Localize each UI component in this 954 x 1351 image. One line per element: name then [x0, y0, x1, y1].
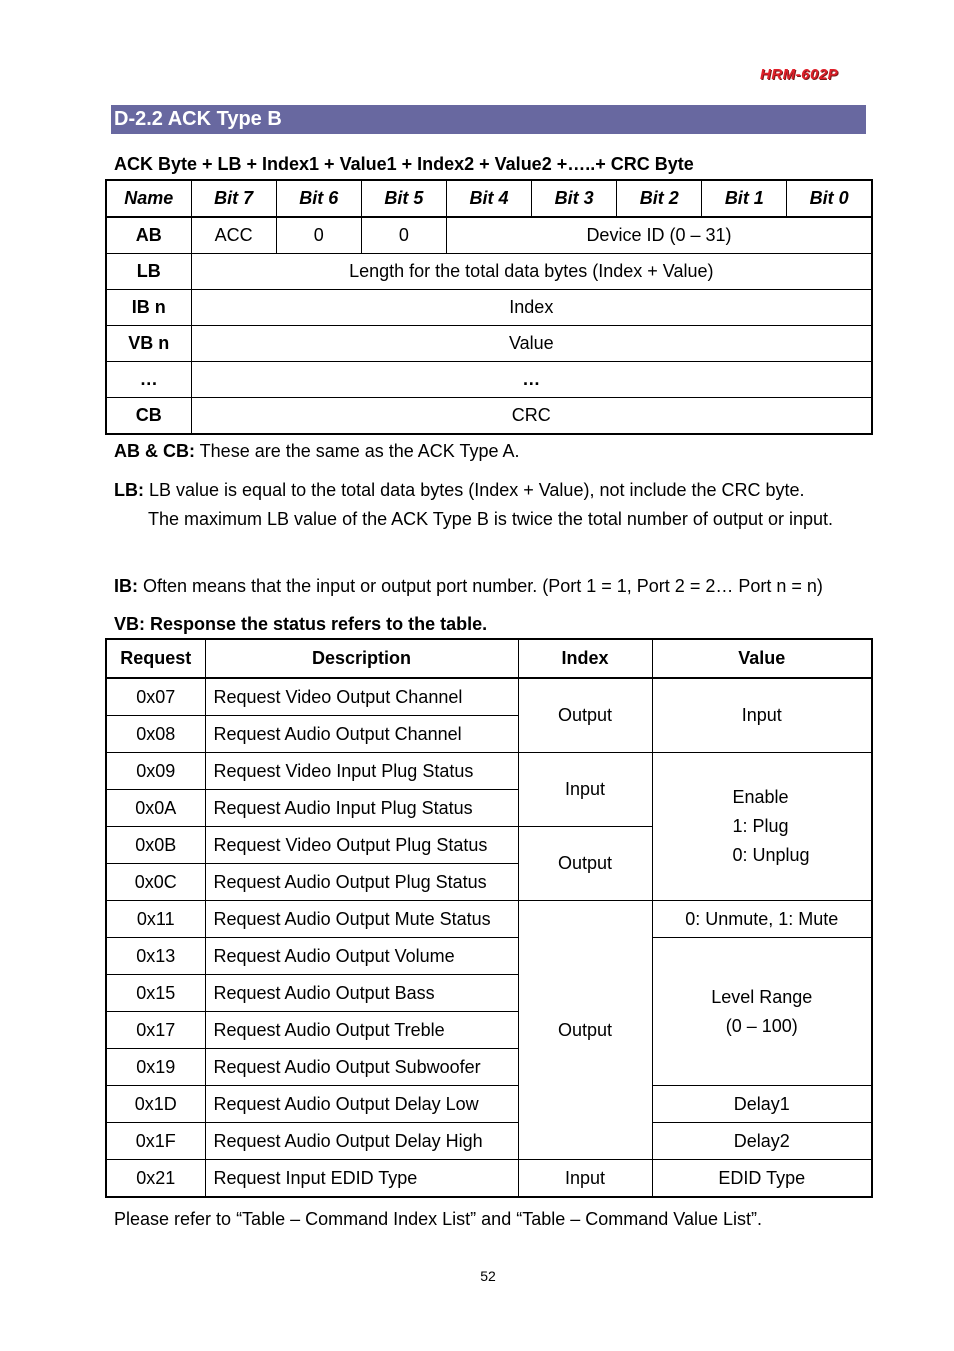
header-cell: Bit 4 [446, 180, 531, 217]
request-code: 0x0A [106, 790, 205, 827]
table-cell: … [191, 362, 872, 398]
request-table-header [106, 639, 872, 678]
request-code: 0x0B [106, 827, 205, 864]
row-name: IB n [106, 290, 191, 326]
ack-format-line: ACK Byte + LB + Index1 + Value1 + Index2 + Value2 +…..+ CRC Byte [114, 154, 694, 174]
note-lb [114, 476, 864, 534]
page-number: 52 [480, 1268, 496, 1284]
request-code: 0x19 [106, 1049, 205, 1086]
note-label: IB: [114, 576, 138, 596]
request-desc: Request Audio Output Delay High [205, 1123, 518, 1160]
request-desc: Request Audio Output Channel [205, 716, 518, 753]
request-code: 0x09 [106, 753, 205, 790]
row-name: CB [106, 398, 191, 435]
value-cell: 0: Unmute, 1: Mute [652, 901, 872, 938]
table-cell: Device ID (0 – 31) [446, 217, 872, 254]
value-line: 0: Unplug [732, 845, 810, 865]
header-cell: Name [106, 180, 191, 217]
row-name: VB n [106, 326, 191, 362]
request-code: 0x07 [106, 678, 205, 716]
value-line: 1: Plug [732, 816, 789, 836]
product-model: HRM-602P [760, 66, 839, 83]
request-status-table [105, 638, 873, 1198]
table-cell: CRC [191, 398, 872, 435]
table-row [106, 217, 872, 254]
index-cell: Output [518, 678, 652, 753]
row-name: LB [106, 254, 191, 290]
value-cell: EDID Type [652, 1160, 872, 1198]
request-code: 0x11 [106, 901, 205, 938]
bit-table-header [106, 180, 872, 217]
request-code: 0x21 [106, 1160, 205, 1198]
note-label: AB & CB: [114, 441, 195, 461]
table-cell: ACC [191, 217, 276, 254]
note-text-continued: The maximum LB value of the ACK Type B is twice the total number of output or input. [148, 509, 834, 529]
table-row [106, 938, 872, 975]
table-row [106, 1086, 872, 1123]
table-row [106, 290, 872, 326]
table-row [106, 1123, 872, 1160]
header-cell: Index [518, 639, 652, 678]
header-cell: Bit 2 [617, 180, 702, 217]
index-cell: Input [518, 753, 652, 827]
value-line: (0 – 100) [725, 1015, 798, 1036]
table-row [106, 901, 872, 938]
value-cell: Input [652, 678, 872, 753]
note-text: These are the same as the ACK Type A. [195, 441, 520, 461]
table-row [106, 678, 872, 716]
note-text: LB value is equal to the total data bytes (Index + Value), not include the CRC byte. [144, 480, 805, 500]
row-name: … [106, 362, 191, 398]
note-text: Often means that the input or output port number. (Port 1 = 1, Port 2 = 2… Port n = n) [138, 576, 823, 596]
request-desc: Request Audio Output Subwoofer [205, 1049, 518, 1086]
request-desc: Request Video Output Channel [205, 678, 518, 716]
index-cell: Output [518, 901, 652, 1160]
request-code: 0x08 [106, 716, 205, 753]
table-cell: Index [191, 290, 872, 326]
table-row [106, 326, 872, 362]
table-row [106, 753, 872, 790]
request-desc: Request Audio Output Mute Status [205, 901, 518, 938]
header-cell: Bit 6 [276, 180, 361, 217]
section-title: D-2.2 ACK Type B [111, 105, 866, 134]
request-code: 0x1F [106, 1123, 205, 1160]
table-cell: Value [191, 326, 872, 362]
row-name: AB [106, 217, 191, 254]
request-desc: Request Audio Input Plug Status [205, 790, 518, 827]
request-desc: Request Input EDID Type [205, 1160, 518, 1198]
request-desc: Request Audio Output Volume [205, 938, 518, 975]
table-cell: 0 [276, 217, 361, 254]
header-cell: Value [652, 639, 872, 678]
value-cell: Delay2 [652, 1123, 872, 1160]
header-cell: Request [106, 639, 205, 678]
request-desc: Request Video Input Plug Status [205, 753, 518, 790]
header-cell: Bit 5 [361, 180, 446, 217]
request-desc: Request Video Output Plug Status [205, 827, 518, 864]
value-line: Level Range [711, 986, 813, 1007]
value-cell: Delay1 [652, 1086, 872, 1123]
table-row [106, 254, 872, 290]
ack-bit-table [105, 179, 873, 435]
header-cell: Bit 7 [191, 180, 276, 217]
note-vb-heading: VB: Response the status refers to the table. [114, 614, 488, 634]
request-code: 0x0C [106, 864, 205, 901]
request-code: 0x13 [106, 938, 205, 975]
request-code: 0x17 [106, 1012, 205, 1049]
table-row [106, 1160, 872, 1198]
header-cell: Bit 3 [532, 180, 617, 217]
note-ib [114, 572, 864, 601]
request-desc: Request Audio Output Delay Low [205, 1086, 518, 1123]
note-ab-cb [114, 437, 864, 466]
request-desc: Request Audio Output Treble [205, 1012, 518, 1049]
value-cell [652, 753, 872, 901]
header-cell: Description [205, 639, 518, 678]
header-cell: Bit 0 [787, 180, 872, 217]
header-cell: Bit 1 [702, 180, 787, 217]
table-cell: Length for the total data bytes (Index + Value) [191, 254, 872, 290]
table-cell: 0 [361, 217, 446, 254]
table-row [106, 398, 872, 435]
request-desc: Request Audio Output Bass [205, 975, 518, 1012]
footnote: Please refer to “Table – Command Index List” and “Table – Command Value List”. [114, 1209, 762, 1229]
value-cell [652, 938, 872, 1086]
request-code: 0x1D [106, 1086, 205, 1123]
index-cell: Input [518, 1160, 652, 1198]
index-cell: Output [518, 827, 652, 901]
note-label: LB: [114, 480, 144, 500]
table-row [106, 362, 872, 398]
request-code: 0x15 [106, 975, 205, 1012]
value-line: Enable [732, 787, 789, 807]
request-desc: Request Audio Output Plug Status [205, 864, 518, 901]
